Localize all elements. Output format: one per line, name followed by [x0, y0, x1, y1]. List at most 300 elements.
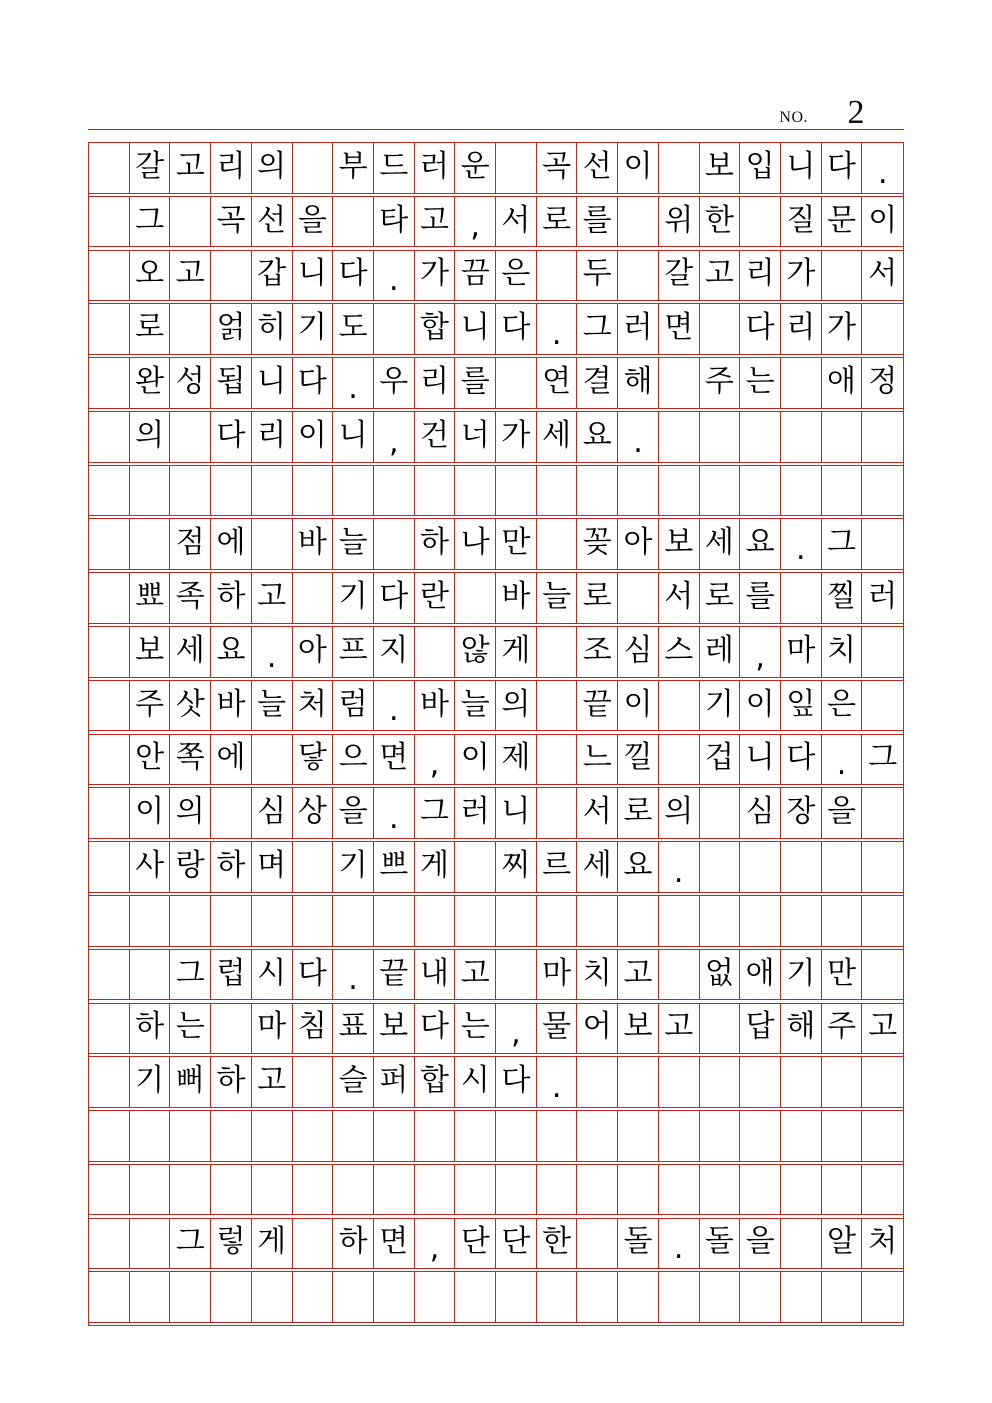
- manuscript-cell: .: [374, 681, 415, 731]
- manuscript-cell: 이: [618, 681, 659, 731]
- manuscript-cell: 다: [374, 573, 415, 623]
- manuscript-cell: 겁: [700, 735, 741, 785]
- manuscript-cell: [659, 1057, 700, 1107]
- manuscript-cell: 보: [374, 1004, 415, 1054]
- manuscript-row: [88, 1271, 904, 1323]
- manuscript-cell: 마: [252, 1004, 293, 1054]
- manuscript-cell: 아: [293, 627, 334, 677]
- manuscript-cell: 은: [822, 681, 863, 731]
- manuscript-cell: 한: [700, 197, 741, 247]
- manuscript-cell: 면: [659, 304, 700, 354]
- manuscript-cell: 장: [781, 788, 822, 838]
- manuscript-cell: 세: [537, 412, 578, 462]
- manuscript-cell: 니: [293, 251, 334, 301]
- manuscript-cell: [618, 1272, 659, 1322]
- manuscript-cell: 럼: [333, 681, 374, 731]
- manuscript-cell: 해: [618, 358, 659, 408]
- manuscript-cell: [89, 573, 130, 623]
- manuscript-row: [88, 787, 904, 839]
- manuscript-cell: [822, 1272, 863, 1322]
- manuscript-cell: 로: [130, 304, 171, 354]
- manuscript-cell: [415, 1165, 456, 1215]
- manuscript-cell: [170, 304, 211, 354]
- manuscript-cell: 갑: [252, 251, 293, 301]
- manuscript-cell: [333, 197, 374, 247]
- manuscript-cell: .: [333, 950, 374, 1000]
- manuscript-cell: [822, 842, 863, 892]
- manuscript-cell: [89, 735, 130, 785]
- manuscript-cell: [89, 1057, 130, 1107]
- manuscript-cell: [252, 896, 293, 946]
- manuscript-cell: [89, 627, 130, 677]
- manuscript-cell: 하: [415, 519, 456, 569]
- manuscript-cell: [89, 788, 130, 838]
- manuscript-cell: [496, 896, 537, 946]
- manuscript-cell: 이: [130, 788, 171, 838]
- manuscript-cell: [740, 1272, 781, 1322]
- manuscript-cell: 이: [740, 681, 781, 731]
- manuscript-cell: [618, 896, 659, 946]
- manuscript-cell: [89, 950, 130, 1000]
- manuscript-cell: [740, 842, 781, 892]
- manuscript-cell: 단: [496, 1219, 537, 1269]
- manuscript-cell: 그: [822, 519, 863, 569]
- manuscript-cell: 프: [333, 627, 374, 677]
- manuscript-cell: [374, 519, 415, 569]
- manuscript-cell: [862, 1057, 903, 1107]
- manuscript-cell: [374, 1272, 415, 1322]
- manuscript-cell: ,: [455, 197, 496, 247]
- manuscript-cell: 게: [496, 627, 537, 677]
- manuscript-cell: 끝: [577, 681, 618, 731]
- manuscript-cell: 를: [577, 197, 618, 247]
- manuscript-cell: 시: [455, 1057, 496, 1107]
- manuscript-cell: [333, 466, 374, 516]
- manuscript-cell: 한: [537, 1219, 578, 1269]
- manuscript-cell: 의: [252, 143, 293, 193]
- manuscript-cell: [89, 251, 130, 301]
- manuscript-cell: 치: [577, 950, 618, 1000]
- manuscript-cell: 이: [618, 143, 659, 193]
- manuscript-cell: ,: [415, 735, 456, 785]
- manuscript-cell: 얽: [211, 304, 252, 354]
- manuscript-cell: 너: [455, 412, 496, 462]
- manuscript-cell: [862, 842, 903, 892]
- manuscript-cell: [170, 1111, 211, 1161]
- manuscript-cell: [781, 1272, 822, 1322]
- manuscript-cell: 으: [333, 735, 374, 785]
- manuscript-cell: [700, 1165, 741, 1215]
- manuscript-cell: 는: [170, 1004, 211, 1054]
- manuscript-cell: [496, 1272, 537, 1322]
- manuscript-cell: 다: [496, 1057, 537, 1107]
- manuscript-cell: [659, 950, 700, 1000]
- manuscript-cell: 만: [496, 519, 537, 569]
- manuscript-cell: 꽂: [577, 519, 618, 569]
- manuscript-cell: 결: [577, 358, 618, 408]
- manuscript-cell: 늘: [455, 681, 496, 731]
- manuscript-cell: 면: [374, 735, 415, 785]
- manuscript-cell: [862, 950, 903, 1000]
- manuscript-cell: [170, 896, 211, 946]
- manuscript-cell: 심: [618, 627, 659, 677]
- manuscript-cell: 의: [496, 681, 537, 731]
- manuscript-cell: 하: [333, 1219, 374, 1269]
- manuscript-cell: 처: [868, 1224, 898, 1260]
- manuscript-cell: 하: [130, 1004, 171, 1054]
- manuscript-cell: [415, 896, 456, 946]
- manuscript-cell: [700, 1111, 741, 1161]
- manuscript-cell: [781, 1111, 822, 1161]
- manuscript-cell: 안: [130, 735, 171, 785]
- manuscript-cell: [293, 1111, 334, 1161]
- manuscript-cell: [374, 466, 415, 516]
- manuscript-cell: [822, 1111, 863, 1161]
- manuscript-cell: [333, 1165, 374, 1215]
- manuscript-cell: 기: [781, 950, 822, 1000]
- manuscript-cell: 표: [333, 1004, 374, 1054]
- manuscript-cell: [740, 1165, 781, 1215]
- manuscript-cell: [89, 1004, 130, 1054]
- manuscript-cell: [130, 519, 171, 569]
- manuscript-cell: [577, 1165, 618, 1215]
- manuscript-cell: [822, 1165, 863, 1215]
- manuscript-cell: 가: [822, 304, 863, 354]
- manuscript-cell: [455, 1165, 496, 1215]
- manuscript-cell: 의: [170, 788, 211, 838]
- manuscript-cell: 어: [577, 1004, 618, 1054]
- manuscript-cell: 리: [781, 304, 822, 354]
- manuscript-cell: 갈: [130, 143, 171, 193]
- manuscript-cell: 단: [455, 1219, 496, 1269]
- manuscript-cell: [700, 1004, 741, 1054]
- manuscript-cell: [740, 412, 781, 462]
- manuscript-cell: 고: [868, 1009, 898, 1045]
- manuscript-cell: [293, 573, 334, 623]
- manuscript-row: [88, 465, 904, 517]
- manuscript-cell: [659, 358, 700, 408]
- manuscript-cell: 리: [740, 251, 781, 301]
- manuscript-cell: [862, 466, 903, 516]
- manuscript-cell: 갈: [659, 251, 700, 301]
- manuscript-cell: [781, 1219, 822, 1269]
- manuscript-cell: 기: [333, 842, 374, 892]
- manuscript-cell: [496, 143, 537, 193]
- page-number-label: NO.: [779, 109, 808, 126]
- manuscript-cell: [252, 1165, 293, 1215]
- manuscript-cell: 의: [130, 412, 171, 462]
- manuscript-cell: 러: [415, 143, 456, 193]
- manuscript-cell: [89, 304, 130, 354]
- manuscript-cell: 레: [700, 627, 741, 677]
- manuscript-row: [88, 680, 904, 732]
- manuscript-cell: 돌: [700, 1219, 741, 1269]
- manuscript-cell: 뻐: [170, 1057, 211, 1107]
- manuscript-cell: 뾰: [130, 573, 171, 623]
- manuscript-cell: 잎: [781, 681, 822, 731]
- manuscript-cell: [293, 466, 334, 516]
- manuscript-cell: 다: [293, 358, 334, 408]
- manuscript-cell: [89, 1165, 130, 1215]
- manuscript-cell: [781, 358, 822, 408]
- manuscript-cell: 우: [374, 358, 415, 408]
- manuscript-cell: 다: [781, 735, 822, 785]
- manuscript-cell: 보: [130, 627, 171, 677]
- manuscript-cell: [781, 573, 822, 623]
- manuscript-cell: [374, 1111, 415, 1161]
- manuscript-cell: 로: [618, 788, 659, 838]
- manuscript-cell: 알: [822, 1219, 863, 1269]
- manuscript-cell: 니: [252, 358, 293, 408]
- manuscript-cell: ,: [374, 412, 415, 462]
- manuscript-row: [88, 841, 904, 893]
- manuscript-cell: 랑: [170, 842, 211, 892]
- manuscript-cell: 고: [415, 197, 456, 247]
- manuscript-cell: 조: [577, 627, 618, 677]
- manuscript-cell: [700, 466, 741, 516]
- manuscript-cell: 늘: [537, 573, 578, 623]
- manuscript-cell: 고: [252, 1057, 293, 1107]
- manuscript-cell: [700, 842, 741, 892]
- manuscript-cell: 그: [577, 304, 618, 354]
- manuscript-cell: 없: [700, 950, 741, 1000]
- manuscript-cell: [537, 1111, 578, 1161]
- manuscript-cell: 운: [455, 143, 496, 193]
- manuscript-cell: [415, 1272, 456, 1322]
- manuscript-cell: 늘: [252, 681, 293, 731]
- manuscript-row: [88, 1110, 904, 1162]
- manuscript-cell: 에: [211, 735, 252, 785]
- manuscript-cell: [618, 251, 659, 301]
- manuscript-cell: 다: [415, 1004, 456, 1054]
- manuscript-cell: 침: [293, 1004, 334, 1054]
- manuscript-cell: 에: [211, 519, 252, 569]
- manuscript-cell: 을: [822, 788, 863, 838]
- manuscript-row: [88, 411, 904, 463]
- manuscript-cell: 두: [577, 251, 618, 301]
- manuscript-cell: [252, 735, 293, 785]
- manuscript-cell: [537, 627, 578, 677]
- manuscript-cell: 드: [374, 143, 415, 193]
- manuscript-cell: 퍼: [374, 1057, 415, 1107]
- manuscript-cell: [130, 896, 171, 946]
- manuscript-row: [88, 1218, 904, 1270]
- manuscript-row: [88, 1056, 904, 1108]
- manuscript-cell: 을: [333, 788, 374, 838]
- manuscript-cell: [618, 1165, 659, 1215]
- manuscript-cell: [659, 1111, 700, 1161]
- manuscript-cell: 러: [868, 579, 898, 615]
- manuscript-cell: 상: [293, 788, 334, 838]
- manuscript-cell: 시: [252, 950, 293, 1000]
- manuscript-cell: 고: [700, 251, 741, 301]
- manuscript-cell: [293, 1219, 334, 1269]
- manuscript-cell: 그: [415, 788, 456, 838]
- manuscript-cell: [862, 896, 903, 946]
- manuscript-cell: [89, 842, 130, 892]
- manuscript-cell: [577, 1272, 618, 1322]
- manuscript-cell: [211, 788, 252, 838]
- manuscript-cell: [862, 788, 903, 838]
- manuscript-cell: 슬: [333, 1057, 374, 1107]
- manuscript-cell: [537, 519, 578, 569]
- manuscript-row: [88, 949, 904, 1001]
- manuscript-row: [88, 895, 904, 947]
- manuscript-cell: [170, 412, 211, 462]
- manuscript-cell: [781, 842, 822, 892]
- manuscript-cell: [130, 466, 171, 516]
- manuscript-cell: 면: [374, 1219, 415, 1269]
- manuscript-cell: [618, 197, 659, 247]
- manuscript-cell: 점: [170, 519, 211, 569]
- manuscript-cell: 요: [577, 412, 618, 462]
- manuscript-cell: [781, 412, 822, 462]
- manuscript-cell: [822, 1057, 863, 1107]
- manuscript-row: [88, 250, 904, 302]
- manuscript-cell: 로: [700, 573, 741, 623]
- manuscript-cell: 는: [740, 358, 781, 408]
- manuscript-cell: [455, 896, 496, 946]
- manuscript-cell: [89, 519, 130, 569]
- manuscript-cell: 답: [740, 1004, 781, 1054]
- manuscript-cell: [537, 681, 578, 731]
- manuscript-row: [88, 626, 904, 678]
- manuscript-cell: [333, 896, 374, 946]
- manuscript-cell: [89, 466, 130, 516]
- manuscript-cell: [89, 1111, 130, 1161]
- manuscript-cell: 게: [252, 1219, 293, 1269]
- manuscript-cell: 하: [211, 1057, 252, 1107]
- manuscript-cell: 가: [415, 251, 456, 301]
- manuscript-cell: 기: [700, 681, 741, 731]
- manuscript-cell: 니: [496, 788, 537, 838]
- manuscript-cell: 보: [700, 143, 741, 193]
- manuscript-cell: 다: [822, 143, 863, 193]
- manuscript-cell: 돌: [618, 1219, 659, 1269]
- manuscript-cell: [170, 466, 211, 516]
- manuscript-cell: .: [537, 1057, 578, 1107]
- manuscript-cell: 오: [130, 251, 171, 301]
- manuscript-cell: [822, 412, 863, 462]
- manuscript-cell: [211, 1111, 252, 1161]
- manuscript-cell: .: [877, 155, 888, 191]
- manuscript-cell: 곡: [537, 143, 578, 193]
- manuscript-cell: 기: [333, 573, 374, 623]
- manuscript-cell: 서: [496, 197, 537, 247]
- manuscript-cell: [130, 1272, 171, 1322]
- manuscript-cell: 부: [333, 143, 374, 193]
- manuscript-cell: [537, 251, 578, 301]
- manuscript-cell: 하: [211, 573, 252, 623]
- manuscript-cell: [659, 1272, 700, 1322]
- manuscript-cell: [130, 1111, 171, 1161]
- manuscript-cell: [89, 358, 130, 408]
- manuscript-cell: .: [659, 1219, 700, 1269]
- manuscript-cell: 처: [293, 681, 334, 731]
- manuscript-cell: 마: [781, 627, 822, 677]
- manuscript-cell: 아: [618, 519, 659, 569]
- manuscript-cell: 러: [618, 304, 659, 354]
- manuscript-cell: [211, 466, 252, 516]
- manuscript-row: [88, 734, 904, 786]
- manuscript-cell: [862, 412, 903, 462]
- manuscript-cell: 낄: [618, 735, 659, 785]
- manuscript-cell: 러: [455, 788, 496, 838]
- manuscript-cell: [333, 1272, 374, 1322]
- manuscript-cell: [170, 1165, 211, 1215]
- manuscript-cell: [496, 358, 537, 408]
- manuscript-cell: [293, 1057, 334, 1107]
- manuscript-cell: [130, 950, 171, 1000]
- manuscript-cell: [740, 1057, 781, 1107]
- manuscript-cell: 주: [822, 1004, 863, 1054]
- manuscript-cell: 정: [868, 363, 898, 399]
- manuscript-cell: 느: [577, 735, 618, 785]
- manuscript-cell: [374, 896, 415, 946]
- manuscript-cell: 그: [868, 740, 898, 776]
- manuscript-cell: 로: [537, 197, 578, 247]
- manuscript-cell: 곡: [211, 197, 252, 247]
- manuscript-cell: [700, 304, 741, 354]
- manuscript-cell: 서: [577, 788, 618, 838]
- manuscript-cell: [659, 681, 700, 731]
- manuscript-cell: 연: [537, 358, 578, 408]
- manuscript-cell: [700, 1272, 741, 1322]
- manuscript-cell: 을: [740, 1219, 781, 1269]
- manuscript-cell: 해: [781, 1004, 822, 1054]
- manuscript-cell: 니: [333, 412, 374, 462]
- manuscript-cell: [89, 1219, 130, 1269]
- manuscript-row: [88, 1003, 904, 1055]
- manuscript-cell: [537, 1272, 578, 1322]
- manuscript-cell: 끝: [374, 950, 415, 1000]
- manuscript-cell: [89, 143, 130, 193]
- manuscript-cell: [211, 1004, 252, 1054]
- manuscript-cell: [577, 896, 618, 946]
- manuscript-cell: 늘: [333, 519, 374, 569]
- manuscript-cell: 을: [293, 197, 334, 247]
- manuscript-cell: [293, 896, 334, 946]
- manuscript-cell: 바: [293, 519, 334, 569]
- manuscript-cell: 바: [496, 573, 537, 623]
- manuscript-cell: 족: [170, 573, 211, 623]
- manuscript-cell: 됩: [211, 358, 252, 408]
- manuscript-cell: 다: [496, 304, 537, 354]
- manuscript-cell: 리: [211, 143, 252, 193]
- manuscript-cell: .: [822, 735, 863, 785]
- manuscript-cell: [252, 519, 293, 569]
- manuscript-cell: [252, 1111, 293, 1161]
- manuscript-cell: [293, 143, 334, 193]
- manuscript-cell: 리: [252, 412, 293, 462]
- manuscript-cell: 타: [374, 197, 415, 247]
- manuscript-cell: [618, 1111, 659, 1161]
- manuscript-row: [88, 572, 904, 624]
- manuscript-cell: 스: [659, 627, 700, 677]
- manuscript-cell: [862, 1272, 903, 1322]
- manuscript-cell: 찌: [496, 842, 537, 892]
- manuscript-cell: 는: [455, 1004, 496, 1054]
- header-divider-rule: [88, 129, 904, 130]
- manuscript-cell: [170, 197, 211, 247]
- manuscript-cell: 를: [740, 573, 781, 623]
- page-header: [88, 96, 904, 130]
- manuscript-cell: [374, 304, 415, 354]
- manuscript-cell: 성: [170, 358, 211, 408]
- manuscript-cell: [700, 896, 741, 946]
- manuscript-cell: 선: [577, 143, 618, 193]
- manuscript-cell: 리: [415, 358, 456, 408]
